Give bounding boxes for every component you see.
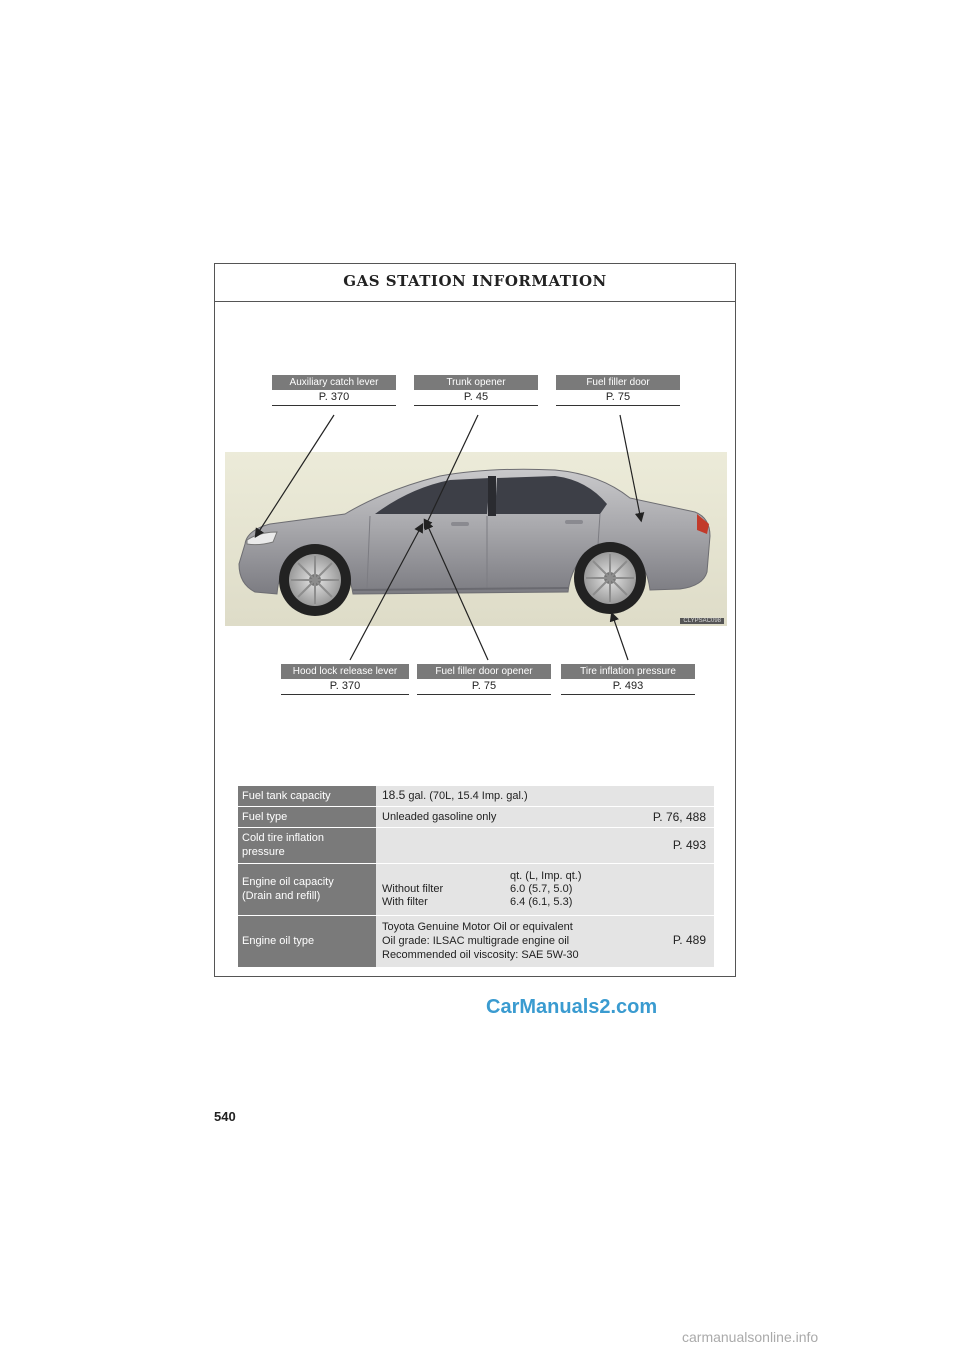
spec-label: Fuel type — [238, 806, 376, 827]
oil-type-ref[interactable]: P. 489 — [672, 933, 706, 947]
callout-label: Auxiliary catch lever — [272, 375, 396, 390]
car-side-view-image — [225, 452, 727, 626]
spec-value — [376, 786, 714, 806]
spec-label: Engine oil type — [238, 915, 376, 967]
spec-row-engine-oil-capacity — [238, 863, 714, 915]
without-filter-label: Without filter — [382, 882, 444, 895]
spec-value — [376, 827, 714, 863]
spec-label — [238, 827, 376, 863]
callout-tire-inflation-pressure — [561, 664, 695, 695]
watermark-carmanualsonline[interactable]: carmanualsonline.info — [682, 1329, 819, 1345]
cold-tire-label-1: Cold tire inflation — [242, 832, 324, 844]
cold-tire-label-2: pressure — [242, 846, 285, 858]
callout-trunk-opener — [414, 375, 538, 406]
cold-tire-ref[interactable]: P. 493 — [672, 838, 706, 852]
callout-label: Fuel filler door — [556, 375, 680, 390]
spec-value — [376, 915, 714, 967]
callout-label: Hood lock release lever — [281, 664, 409, 679]
car-illustration — [225, 452, 727, 626]
with-filter-label: With filter — [382, 895, 428, 908]
spec-row-engine-oil-type — [238, 915, 714, 967]
page-title: GAS STATION INFORMATION — [215, 264, 735, 302]
fuel-tank-main: 18.5 — [382, 788, 406, 803]
spec-table — [238, 786, 714, 968]
oil-type-line-2: Oil grade: ILSAC multigrade engine oil — [382, 935, 570, 947]
oil-capacity-label-2: (Drain and refill) — [242, 890, 321, 902]
callout-hood-lock-release-lever — [281, 664, 409, 695]
fuel-type-value: Unleaded gasoline only — [382, 810, 497, 823]
callout-page-ref[interactable]: P. 45 — [414, 390, 538, 406]
spec-value — [376, 806, 714, 827]
callout-fuel-filler-door-opener — [417, 664, 551, 695]
spec-row-fuel-type — [238, 806, 714, 827]
spec-label — [238, 863, 376, 915]
spec-row-cold-tire — [238, 827, 714, 863]
callout-page-ref[interactable]: P. 75 — [556, 390, 680, 406]
fuel-tank-rest: gal. (70L, 15.4 Imp. gal.) — [405, 790, 528, 803]
spec-value — [376, 863, 714, 915]
callout-page-ref[interactable]: P. 75 — [417, 679, 551, 695]
callout-fuel-filler-door — [556, 375, 680, 406]
oil-capacity-grid — [382, 870, 706, 909]
watermark-carmanuals2[interactable]: CarManuals2.com — [486, 996, 658, 1018]
callout-page-ref[interactable]: P. 370 — [272, 390, 396, 406]
spec-label: Fuel tank capacity — [238, 786, 376, 806]
callout-label: Trunk opener — [414, 375, 538, 390]
page-number: 540 — [214, 1109, 236, 1124]
callout-page-ref[interactable]: P. 370 — [281, 679, 409, 695]
oil-type-line-1: Toyota Genuine Motor Oil or equivalent — [382, 921, 573, 933]
oil-capacity-label-1: Engine oil capacity — [242, 876, 334, 888]
oil-capacity-unit: qt. (L, Imp. qt.) — [510, 869, 582, 882]
image-code: CLYPSAC098 — [680, 618, 724, 624]
with-filter-value: 6.4 (6.1, 5.3) — [510, 895, 573, 908]
callout-page-ref[interactable]: P. 493 — [561, 679, 695, 695]
fuel-type-ref[interactable]: P. 76, 488 — [652, 809, 706, 824]
callout-label: Fuel filler door opener — [417, 664, 551, 679]
callout-label: Tire inflation pressure — [561, 664, 695, 679]
callout-auxiliary-catch-lever — [272, 375, 396, 406]
without-filter-value: 6.0 (5.7, 5.0) — [510, 882, 573, 895]
oil-type-line-3: Recommended oil viscosity: SAE 5W-30 — [382, 949, 579, 961]
spec-row-fuel-tank — [238, 786, 714, 806]
